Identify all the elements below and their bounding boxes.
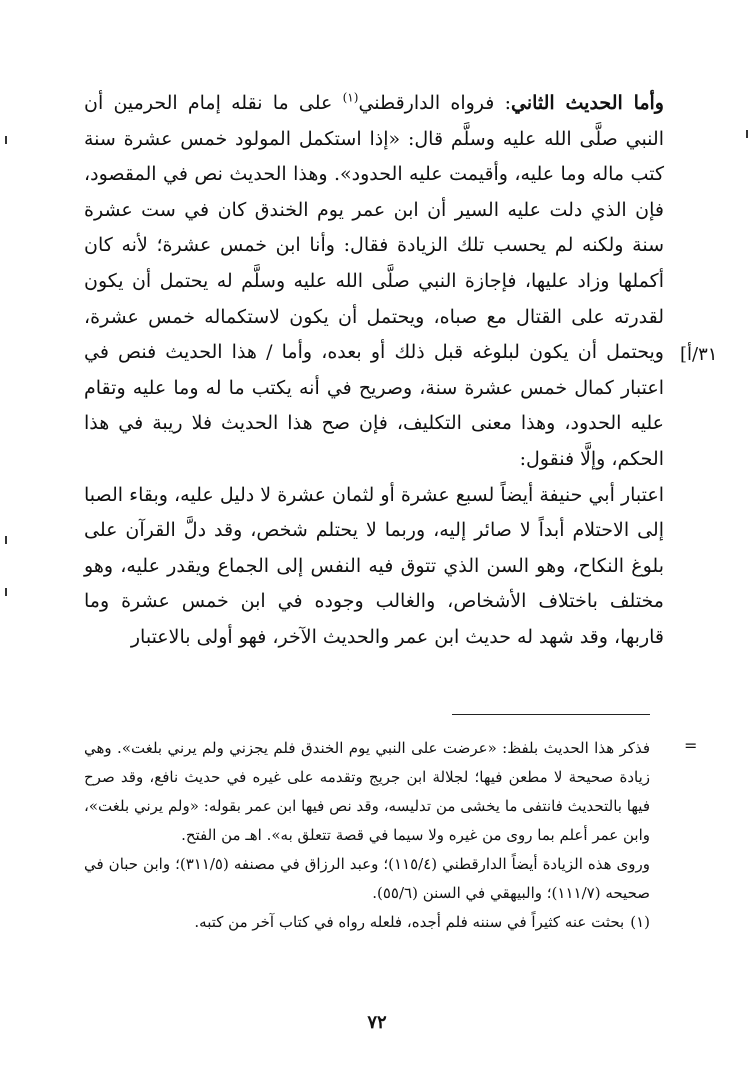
folio-margin-note: ٣١/أ] (680, 344, 718, 365)
page-number: ٧٢ (367, 1012, 387, 1033)
footnotes (84, 734, 650, 937)
footnote-continuation-2: وروى هذه الزيادة أيضاً الدارقطني (١١٥/٤)؛ وعبد الرزاق في مصنفه (٣١١/٥)؛ وابن حبان في صحيحه (١١١/٧)؛ والبيهقي في السنن (٥٥/٦). (84, 855, 650, 902)
margin-tick (5, 136, 7, 144)
footnote-1 (84, 908, 650, 937)
main-text (84, 86, 664, 656)
footnote-separator (452, 714, 650, 715)
margin-tick (746, 130, 748, 138)
paragraph-1-intro: : فرواه الدارقطني (358, 92, 511, 114)
section-lead: وأما الحديث الثاني (511, 92, 664, 114)
footnote-1-text: بحثت عنه كثيراً في سننه فلم أجده، فلعله رواه في كتاب آخر من كتبه. (194, 913, 625, 931)
footnote-continuation-mark: = (684, 736, 698, 755)
footnote-continuation-1: فذكر هذا الحديث بلفظ: «عرضت على النبي يوم الخندق فلم يجزني ولم يرني بلغت». وهي زيادة صحيحة لا مطعن فيها؛ لجلالة ابن جريج وتقدمه على غيره في حديث نافع، وقد صرح فيها بالتحديث فانتفى ما يخشى من تدليسه، وقد نص فيها ابن عمر بقوله: «ولم يرني بلغت»، وابن عمر أعلم بما روى من غيره ولا سيما في قصة تتعلق به». اهـ من الفتح. (84, 739, 650, 844)
footnote-1-number: (١) (630, 913, 650, 931)
paragraph-1-body: على ما نقله إمام الحرمين أن النبي صلَّى الله عليه وسلَّم قال: «إذا استكمل المولود خمس عشرة سنة كتب ماله وما عليه، وأقيمت عليه الحدود». وهذا الحديث نص في المقصود، فإن الذي دلت عليه السير أن ابن عمر يوم الخندق كان في ست عشرة سنة ولكنه لم يحسب تلك الزيادة فقال: وأنا ابن خمس عشرة؛ لأنه كان أكملها وزاد عليها، فإجازة النبي صلَّى الله عليه وسلَّم له يحتمل أن يكون لقدرته على القتال مع صباه، ويحتمل أن يكون لاستكماله خمس عشرة، ويحتمل أن يكون لبلوغه قبل ذلك أو بعده، وأما / هذا الحديث فنص في اعتبار كمال خمس عشرة سنة، وصريح في أنه يكتب ما له وما عليه وتقام عليه الحدود، وهذا معنى التكليف، فإن صح هذا الحديث فلا ريبة في هذا الحكم، وإلَّا فنقول: (84, 92, 664, 470)
paragraph-1 (84, 86, 664, 478)
paragraph-2: اعتبار أبي حنيفة أيضاً لسبع عشرة أو لثمان عشرة لا دليل عليه، وبقاء الصبا إلى الاحتلام أبداً لا صائر إليه، وربما لا يحتلم شخص، وقد دلَّ القرآن على بلوغ النكاح، وهو السن الذي تتوق فيه النفس إلى الجماع ويقدر عليه، وهو مختلف باختلاف الأشخاص، والغالب وجوده في ابن خمس عشرة وما قاربها، وقد شهد له حديث ابن عمر والحديث الآخر، فهو أولى بالاعتبار (84, 483, 664, 648)
margin-tick (5, 588, 7, 596)
footnote-reference[interactable]: (١) (342, 90, 359, 105)
margin-tick (5, 536, 7, 544)
